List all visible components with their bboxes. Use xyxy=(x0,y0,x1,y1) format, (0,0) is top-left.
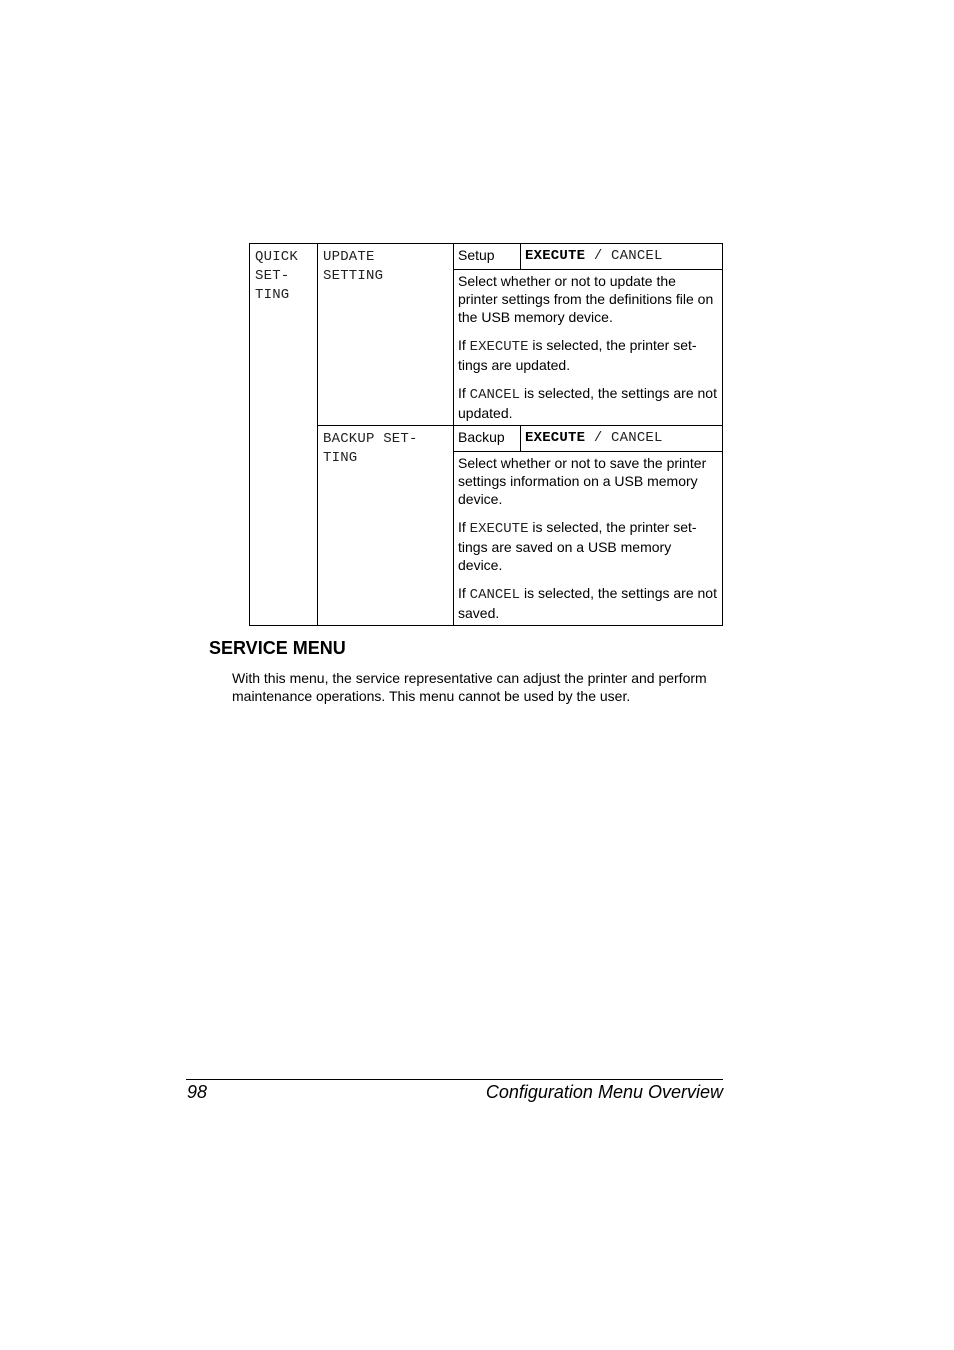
alt-value: CANCEL xyxy=(611,430,663,446)
description-paragraph: Select whether or not to update the printer settings from the definitions file on the USB memory device. xyxy=(458,273,714,325)
item-name-line: TING xyxy=(323,450,358,466)
config-menu-table xyxy=(249,243,723,626)
default-value: EXECUTE xyxy=(525,430,586,446)
description-paragraph: Select whether or not to save the printer settings information on a USB memory device. xyxy=(458,455,707,507)
value-separator: / xyxy=(585,248,612,264)
menu-name-line: TING xyxy=(255,287,290,303)
backup-setting-name-cell xyxy=(318,426,454,626)
description-paragraph xyxy=(458,518,719,574)
text-run: is selected, the printer settings are updated. xyxy=(458,337,697,373)
description-paragraph xyxy=(458,336,719,374)
update-setting-values xyxy=(521,244,723,270)
description-paragraph xyxy=(458,584,719,622)
menu-name-cell xyxy=(250,244,318,626)
alt-value: CANCEL xyxy=(611,248,663,264)
text-run: is selected, the settings are not updated. xyxy=(458,385,717,421)
inline-code: CANCEL xyxy=(469,587,521,603)
inline-code: EXECUTE xyxy=(469,521,529,537)
update-setting-description xyxy=(454,270,723,426)
menu-name-line: SET- xyxy=(255,268,290,284)
text-run: is selected, the printer settings are saved on a USB memory device. xyxy=(458,519,697,573)
footer-title: Configuration Menu Overview xyxy=(485,1082,723,1102)
section-heading: SERVICE MENU xyxy=(209,638,346,658)
item-name-line: SETTING xyxy=(323,268,384,284)
menu-name-line: QUICK xyxy=(255,249,299,265)
backup-label: Backup xyxy=(454,426,521,452)
text-run: If xyxy=(458,337,470,353)
value-separator: / xyxy=(585,430,612,446)
description-paragraph xyxy=(458,384,719,422)
backup-setting-description xyxy=(454,452,723,626)
text-run: is selected, the settings are not saved. xyxy=(458,585,717,621)
text-run: If xyxy=(458,585,470,601)
default-value: EXECUTE xyxy=(525,248,586,264)
backup-setting-values xyxy=(521,426,723,452)
setup-label: Setup xyxy=(454,244,521,270)
update-setting-name-cell xyxy=(318,244,454,426)
page-number: 98 xyxy=(187,1082,208,1102)
text-run: If xyxy=(458,385,470,401)
inline-code: CANCEL xyxy=(469,387,521,403)
text-run: If xyxy=(458,519,470,535)
item-name-line: UPDATE xyxy=(323,249,375,265)
item-name-line: BACKUP SET- xyxy=(323,431,418,447)
section-body: With this menu, the service representative can adjust the printer and perform maintenance operations. This menu cannot be used by the user. xyxy=(232,670,707,704)
inline-code: EXECUTE xyxy=(469,339,529,355)
footer-rule xyxy=(186,1079,723,1080)
